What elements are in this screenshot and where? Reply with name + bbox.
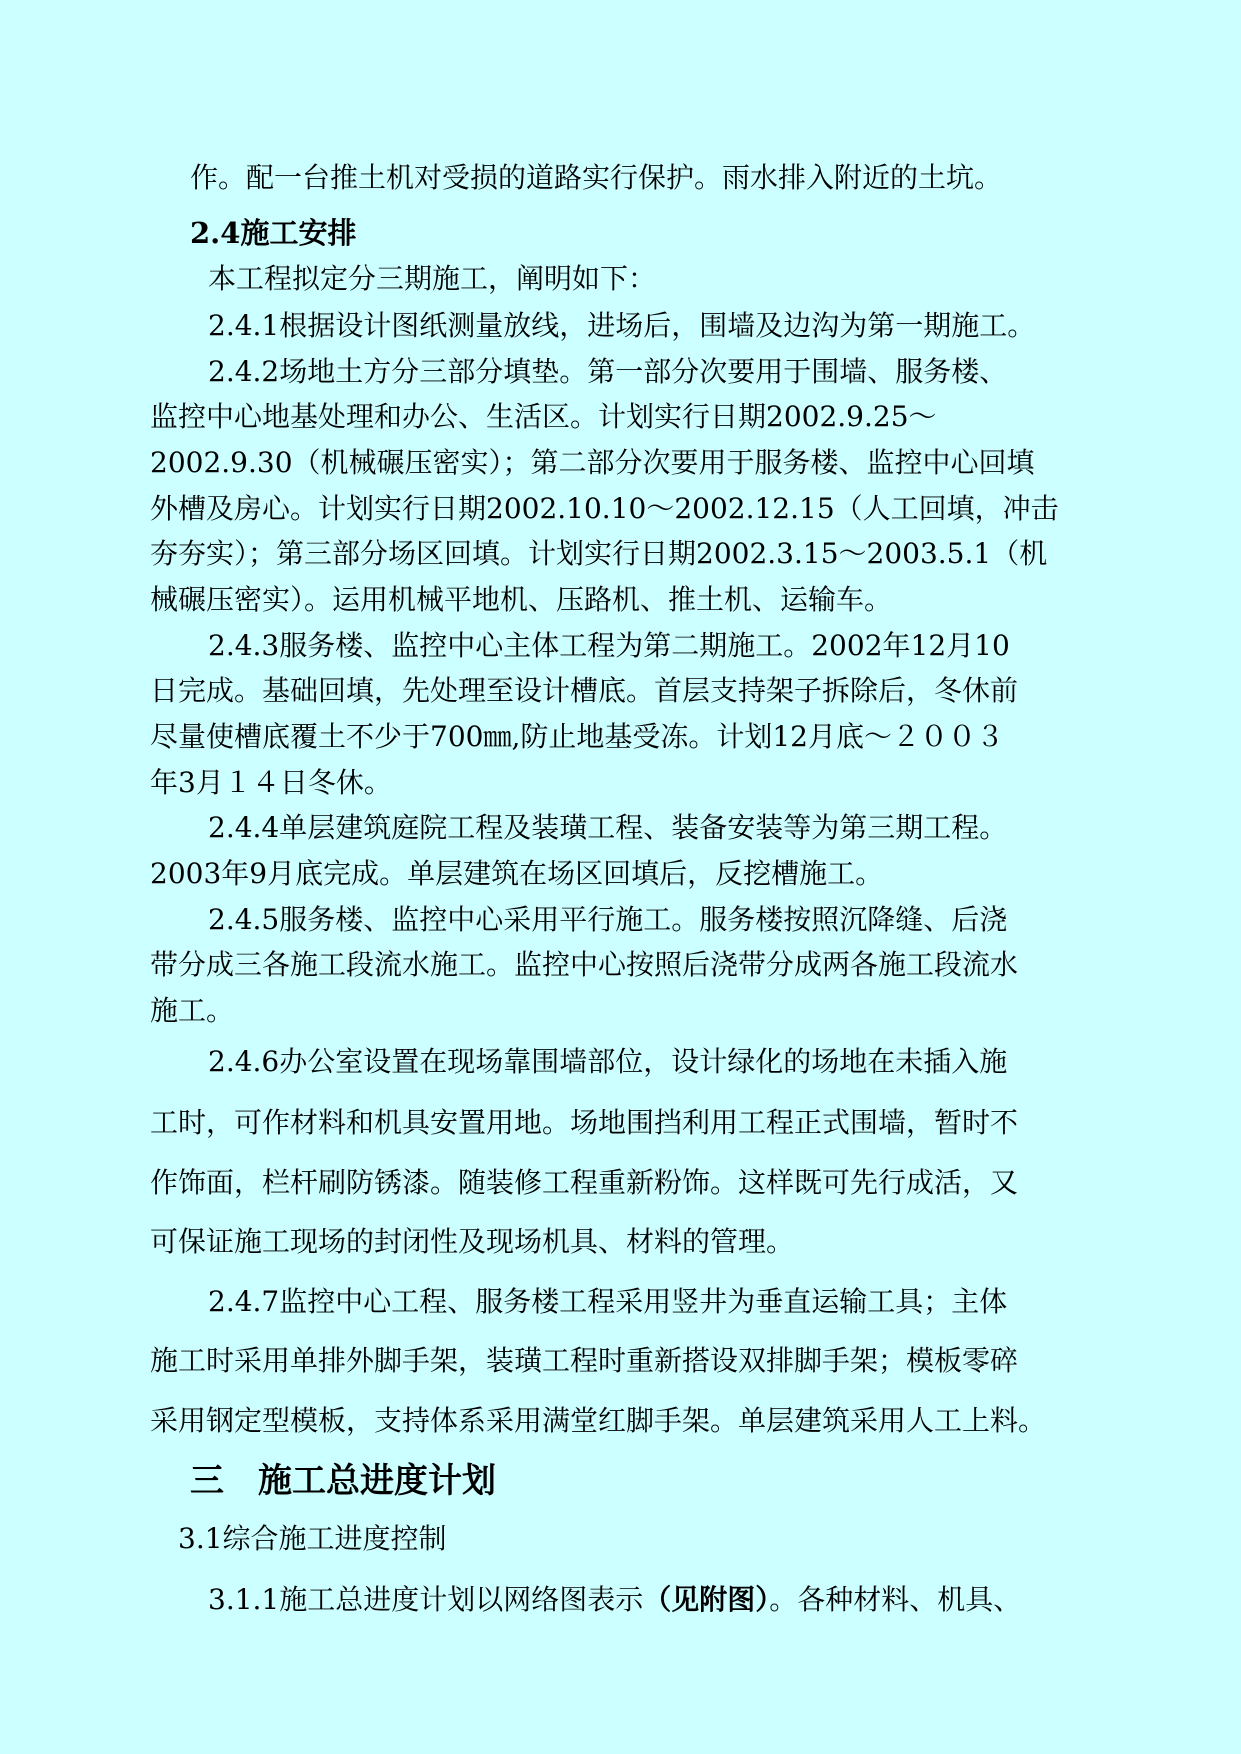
section-heading-3-1: 3.1综合施工进度控制 bbox=[178, 1522, 447, 1555]
paragraph-2-4-3-line-4: 年3月１４日冬休。 bbox=[150, 766, 392, 799]
paragraph-2-4-2-line-2: 监控中心地基处理和办公、生活区。计划实行日期2002.9.25～ bbox=[150, 400, 937, 433]
paragraph-2-4-6-line-3: 作饰面，栏杆刷防锈漆。随装修工程重新粉饰。这样既可先行成活，又 bbox=[150, 1166, 1019, 1199]
paragraph-2-4-5-line-2: 带分成三各施工段流水施工。监控中心按照后浇带分成两各施工段流水 bbox=[150, 948, 1019, 981]
paragraph-2-4-4-line-2: 2003年9月底完成。单层建筑在场区回填后，反挖槽施工。 bbox=[150, 857, 884, 890]
paragraph-2-4-1: 2.4.1根据设计图纸测量放线，进场后，围墙及边沟为第一期施工。 bbox=[208, 309, 1036, 342]
paragraph-2-4-7-line-2: 施工时采用单排外脚手架，装璜工程时重新搭设双排脚手架；模板零碎 bbox=[150, 1344, 1019, 1377]
paragraph-2-4-4-line-1: 2.4.4单层建筑庭院工程及装璜工程、装备安装等为第三期工程。 bbox=[208, 811, 1008, 844]
paragraph-2-4-2-line-4: 外槽及房心。计划实行日期2002.10.10～2002.12.15（人工回填，冲击 bbox=[150, 492, 1059, 525]
paragraph-intro: 本工程拟定分三期施工，阐明如下： bbox=[208, 262, 657, 295]
paragraph-2-4-5-line-3: 施工。 bbox=[150, 994, 235, 1027]
paragraph-2-4-3-line-2: 日完成。基础回填，先处理至设计槽底。首层支持架子拆除后，冬休前 bbox=[150, 674, 1019, 707]
paragraph-2-4-5-line-1: 2.4.5服务楼、监控中心采用平行施工。服务楼按照沉降缝、后浇 bbox=[208, 903, 1008, 936]
paragraph-2-4-3-line-3: 尽量使槽底覆土不少于700㎜,防止地基受冻。计划12月底～２００３ bbox=[150, 720, 1004, 753]
section-heading-2-4: 2.4施工安排 bbox=[190, 216, 357, 250]
paragraph-2-4-6-line-4: 可保证施工现场的封闭性及现场机具、材料的管理。 bbox=[150, 1225, 795, 1258]
paragraph-3-1-1-text: 3.1.1施工总进度计划以网络图表示 bbox=[208, 1583, 644, 1616]
chapter-heading-3: 三 施工总进度计划 bbox=[190, 1461, 496, 1501]
paragraph-2-4-2-line-3: 2002.9.30（机械碾压密实）；第二部分次要用于服务楼、监控中心回填 bbox=[150, 446, 1035, 479]
see-attached-figure-note: （见附图） bbox=[643, 1583, 770, 1616]
paragraph-2-4-6-line-1: 2.4.6办公室设置在现场靠围墙部位，设计绿化的场地在未插入施 bbox=[208, 1045, 1008, 1078]
paragraph-2-4-3-line-1: 2.4.3服务楼、监控中心主体工程为第二期施工。2002年12月10 bbox=[208, 629, 1010, 662]
paragraph-2-4-7-line-3: 采用钢定型模板，支持体系采用满堂红脚手架。单层建筑采用人工上料。 bbox=[150, 1404, 1047, 1437]
paragraph-3-1-1 bbox=[208, 1583, 1021, 1617]
paragraph-3-1-1-tail: 。各种材料、机具、 bbox=[769, 1583, 1022, 1616]
paragraph-2-4-2-line-5: 夯夯实）；第三部分场区回填。计划实行日期2002.3.15～2003.5.1（机 bbox=[150, 537, 1048, 570]
paragraph-continuation: 作。配一台推土机对受损的道路实行保护。雨水排入附近的土坑。 bbox=[190, 161, 1003, 194]
paragraph-2-4-7-line-1: 2.4.7监控中心工程、服务楼工程采用竖井为垂直运输工具；主体 bbox=[208, 1285, 1008, 1318]
paragraph-2-4-2-line-1: 2.4.2场地土方分三部分填垫。第一部分次要用于围墙、服务楼、 bbox=[208, 355, 1008, 388]
paragraph-2-4-6-line-2: 工时，可作材料和机具安置用地。场地围挡利用工程正式围墙，暂时不 bbox=[150, 1106, 1019, 1139]
paragraph-2-4-2-line-6: 械碾压密实）。运用机械平地机、压路机、推土机、运输车。 bbox=[150, 583, 893, 616]
